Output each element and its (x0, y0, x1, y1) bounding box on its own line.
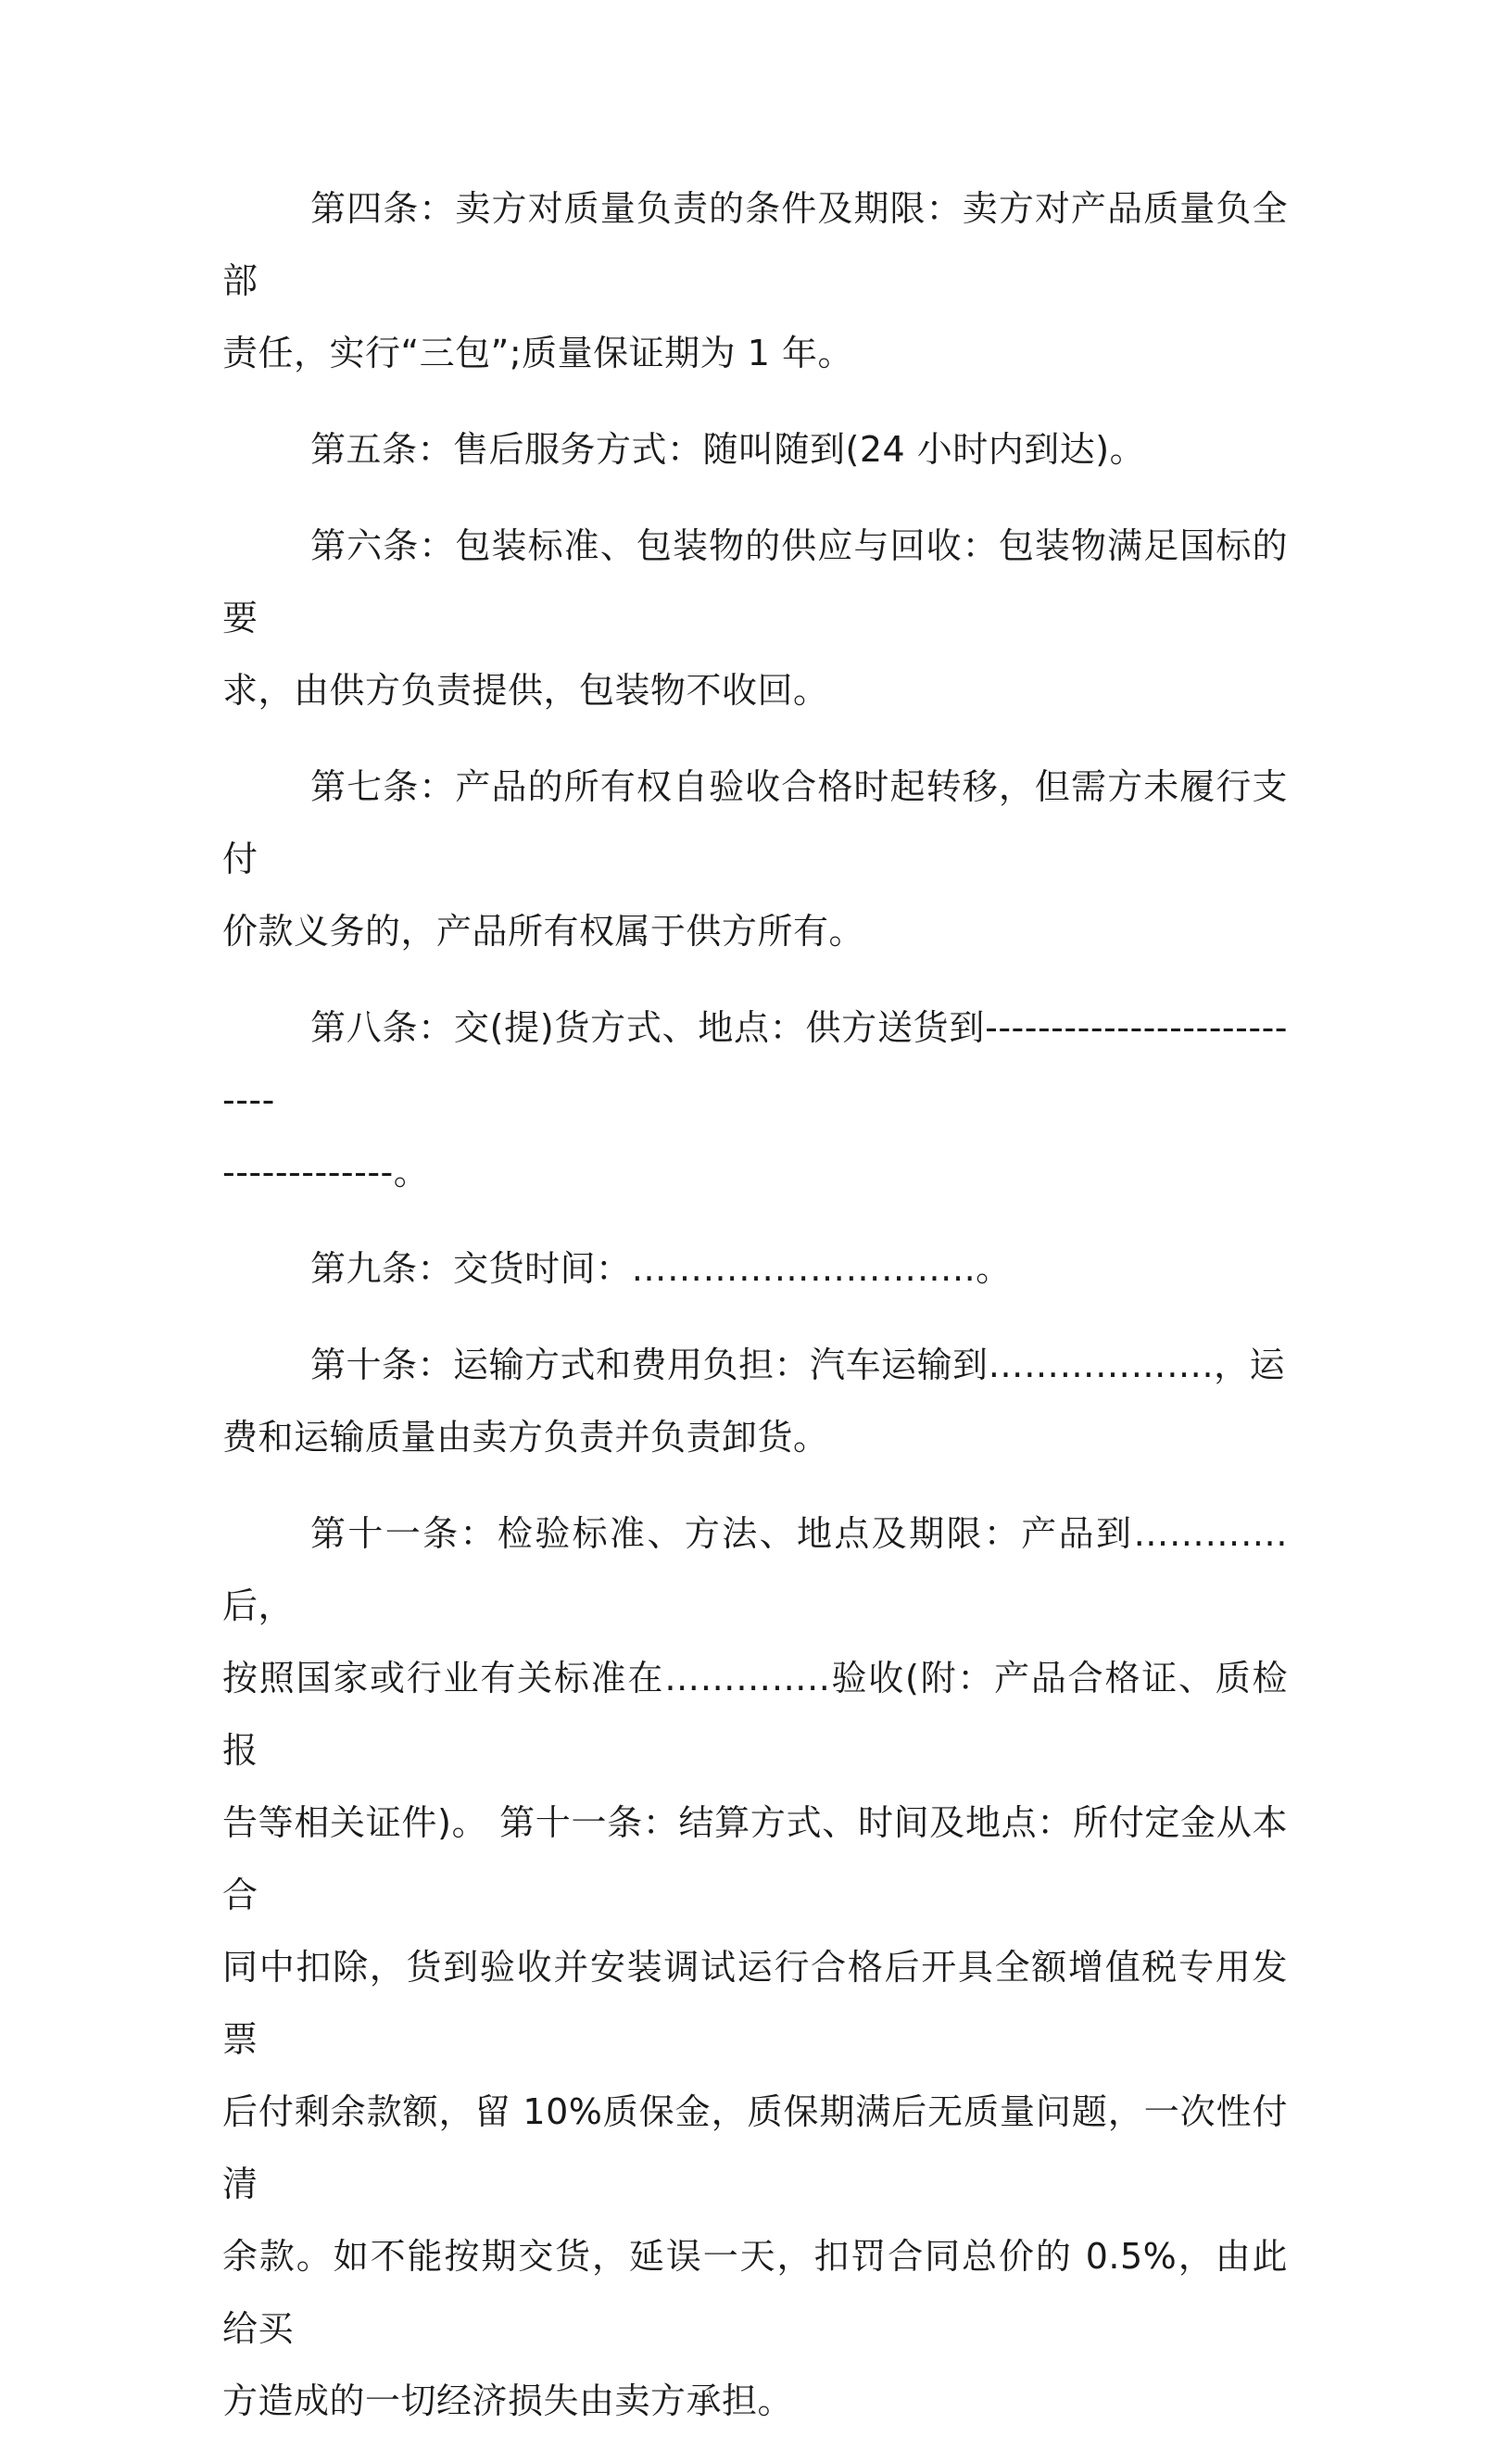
clause-6 (222, 510, 1288, 726)
clause-5 (222, 413, 1288, 486)
clause-line: -------------。 (222, 1152, 430, 1193)
clause-11 (222, 1497, 1288, 2437)
clause-line: 第十一条：检验标准、方法、地点及期限：产品到………….后， (222, 1513, 1288, 1626)
clause-7 (222, 751, 1288, 967)
clause-line: 第四条：卖方对质量负责的条件及期限：卖方对产品质量负全部 (222, 188, 1288, 301)
clause-line: 第十条：运输方式和费用负担：汽车运输到……………….，运 (310, 1345, 1286, 1385)
document-page (222, 172, 1288, 2437)
clause-line: 同中扣除，货到验收并安装调试运行合格后开具全额增值税专用发票 (222, 1947, 1288, 2060)
clause-line: 价款义务的，产品所有权属于供方所有。 (222, 911, 865, 952)
clause-10 (222, 1329, 1288, 1473)
clause-line: 第八条：交(提)货方式、地点：供方送货到--------------------------- (222, 1007, 1288, 1120)
clause-line: 第九条：交货时间：………………………..。 (310, 1248, 1012, 1289)
clause-8 (222, 991, 1288, 1208)
clause-line: 责任，实行“三包”;质量保证期为 1 年。 (222, 333, 854, 373)
clause-4 (222, 172, 1288, 389)
clause-line: 第五条：售后服务方式：随叫随到(24 小时内到达)。 (310, 429, 1146, 470)
clause-line: 第七条：产品的所有权自验收合格时起转移，但需方未履行支付 (222, 766, 1288, 879)
clause-9 (222, 1232, 1288, 1305)
clause-line: 求，由供方负责提供，包装物不收回。 (222, 670, 829, 711)
clause-line: 第六条：包装标准、包装物的供应与回收：包装物满足国标的要 (222, 525, 1288, 638)
clause-line: 后付剩余款额，留 10%质保金，质保期满后无质量问题，一次性付清 (222, 2091, 1288, 2204)
clause-line: 告等相关证件)。 第十一条：结算方式、时间及地点：所付定金从本合 (222, 1802, 1288, 1915)
clause-line: 按照国家或行业有关标准在…………..验收(附：产品合格证、质检报 (222, 1658, 1288, 1771)
clause-line: 方造成的一切经济损失由卖方承担。 (222, 2380, 794, 2421)
clause-line: 余款。如不能按期交货，延误一天，扣罚合同总价的 0.5%，由此给买 (222, 2236, 1288, 2349)
clause-line: 费和运输质量由卖方负责并负责卸货。 (222, 1417, 829, 1458)
